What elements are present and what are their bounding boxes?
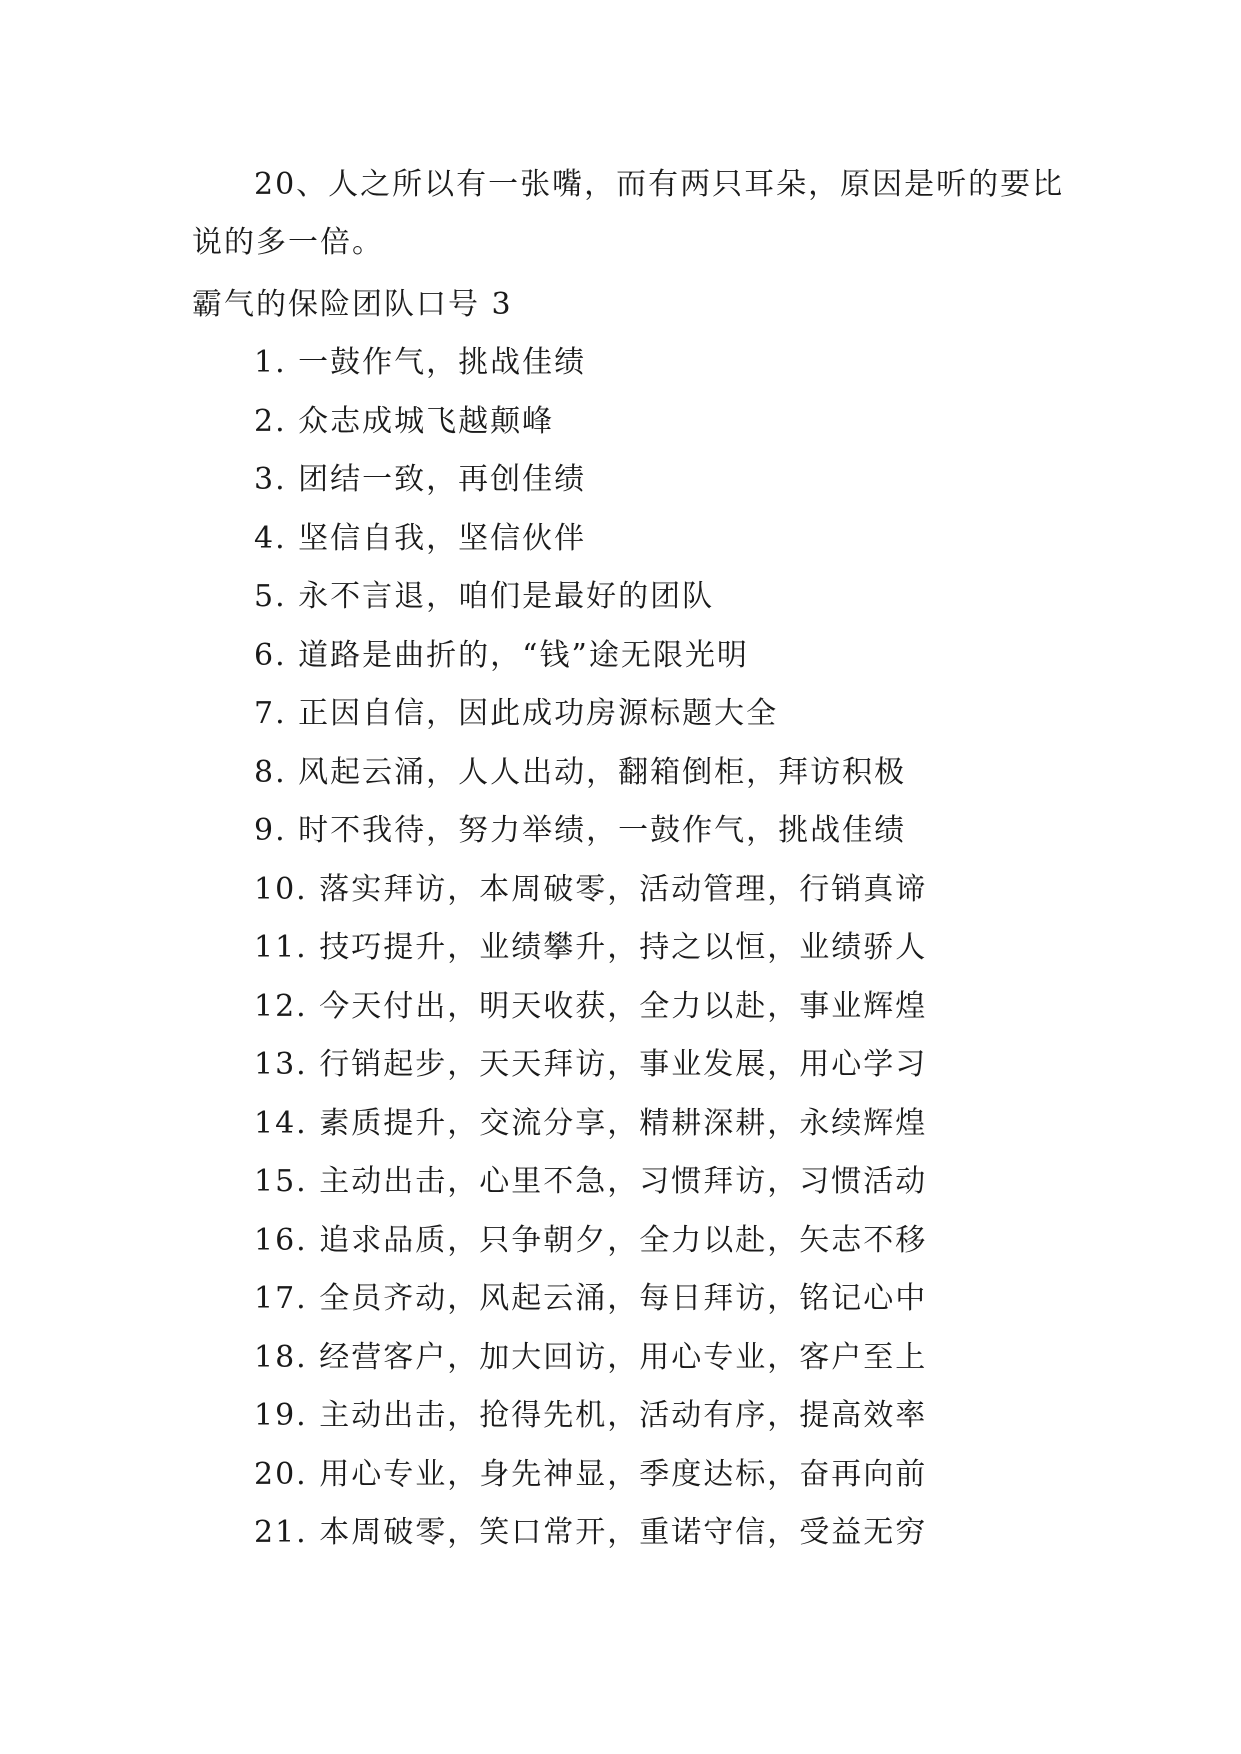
list-item: 13. 行销起步，天天拜访，事业发展，用心学习	[254, 1047, 928, 1082]
list-item: 2. 众志成城飞越颠峰	[254, 403, 555, 439]
list-item: 20. 用心专业，身先神显，季度达标，奋再向前	[254, 1456, 928, 1492]
list-item: 5. 永不言退，咱们是最好的团队	[254, 579, 715, 614]
list-item: 16. 追求品质，只争朝夕，全力以赴，矢志不移	[254, 1222, 928, 1258]
intro-paragraph: 20、人之所以有一张嘴，而有两只耳朵，原因是听的要比说的多一倍。	[192, 167, 1065, 260]
list-item: 6. 道路是曲折的，“钱”途无限光明	[254, 637, 749, 673]
list-item: 1. 一鼓作气，挑战佳绩	[254, 345, 587, 380]
list-item: 12. 今天付出，明天收获，全力以赴，事业辉煌	[254, 988, 928, 1024]
list-item: 17. 全员齐动，风起云涌，每日拜访，铭记心中	[254, 1281, 928, 1316]
list-item: 21. 本周破零，笑口常开，重诺守信，受益无穷	[254, 1515, 928, 1550]
section-heading: 霸气的保险团队口号 3	[192, 287, 513, 322]
list-item: 18. 经营客户，加大回访，用心专业，客户至上	[254, 1339, 928, 1375]
list-item: 4. 坚信自我，坚信伙伴	[254, 520, 587, 556]
list-item: 15. 主动出击，心里不急，习惯拜访，习惯活动	[254, 1164, 928, 1199]
list-item: 3. 团结一致，再创佳绩	[254, 462, 587, 497]
list-item: 11. 技巧提升，业绩攀升，持之以恒，业绩骄人	[254, 930, 928, 965]
list-item: 8. 风起云涌，人人出动，翻箱倒柜，拜访积极	[254, 754, 907, 790]
list-item: 7. 正因自信，因此成功房源标题大全	[254, 696, 779, 731]
slogan-list	[254, 334, 927, 1563]
list-item: 14. 素质提升，交流分享，精耕深耕，永续辉煌	[254, 1105, 928, 1141]
list-item: 9. 时不我待，努力举绩，一鼓作气，挑战佳绩	[254, 813, 907, 848]
list-item: 19. 主动出击，抢得先机，活动有序，提高效率	[254, 1398, 928, 1433]
list-item: 10. 落实拜访，本周破零，活动管理，行销真谛	[254, 871, 928, 907]
